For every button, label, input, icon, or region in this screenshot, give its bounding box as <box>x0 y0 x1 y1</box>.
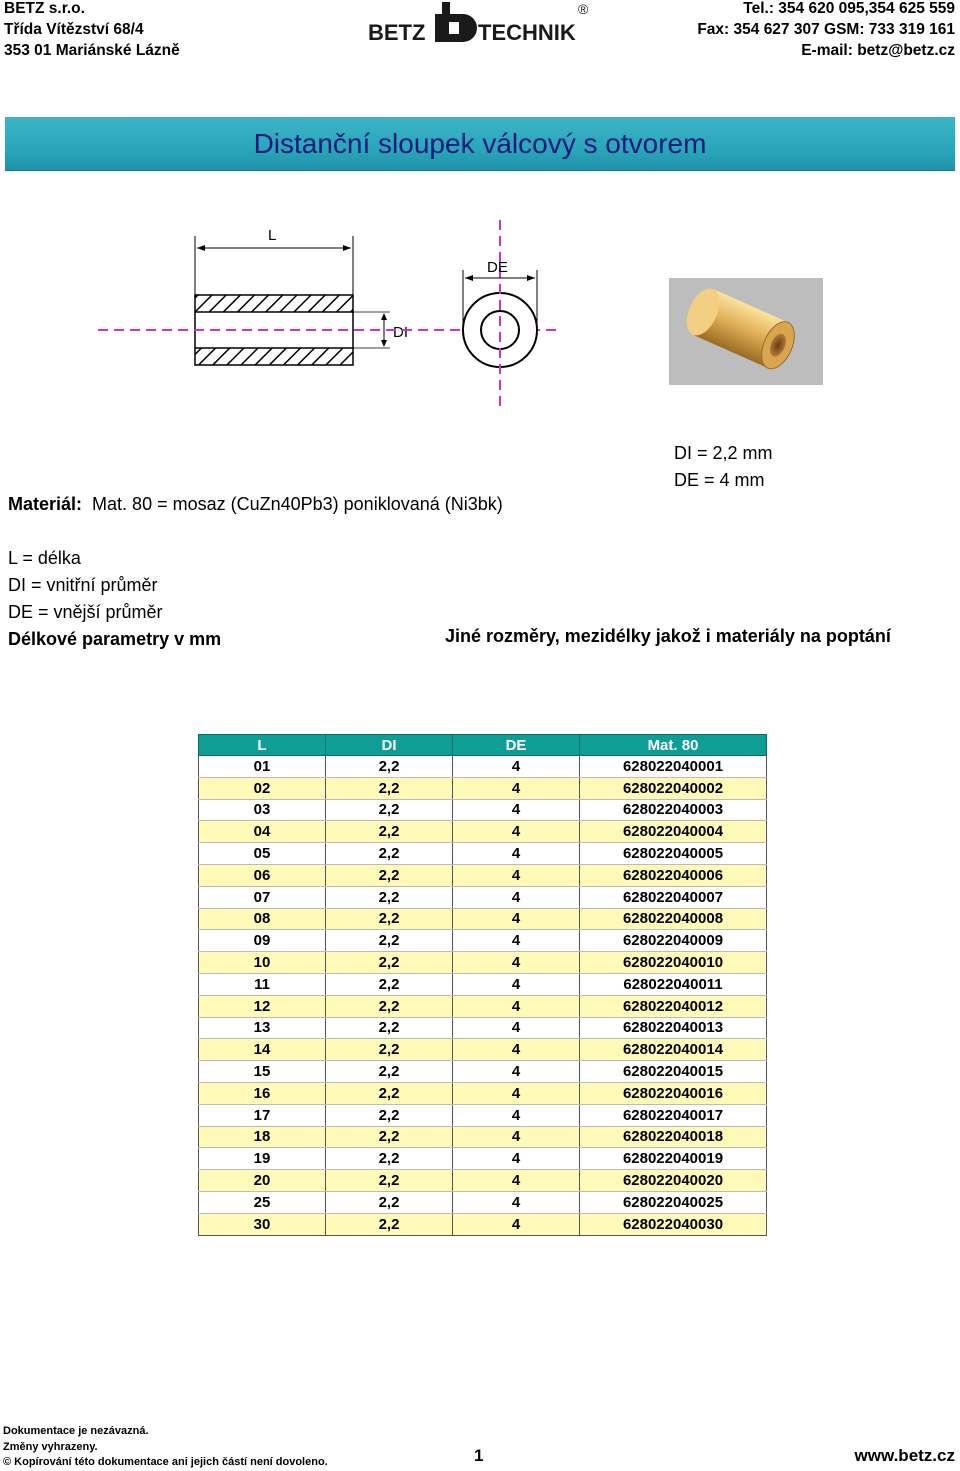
header-di: DI <box>326 735 453 756</box>
cell-mat80: 628022040009 <box>580 930 767 952</box>
cell-di: 2,2 <box>326 1148 453 1170</box>
cell-de: 4 <box>453 995 580 1017</box>
cell-di: 2,2 <box>326 1170 453 1192</box>
table-row <box>199 756 767 778</box>
cell-mat80: 628022040012 <box>580 995 767 1017</box>
cell-di: 2,2 <box>326 973 453 995</box>
cell-mat80: 628022040008 <box>580 908 767 930</box>
cell-de: 4 <box>453 1017 580 1039</box>
cell-di: 2,2 <box>326 1061 453 1083</box>
table-row <box>199 777 767 799</box>
legend-di: DI = vnitřní průměr <box>8 575 158 595</box>
table-row <box>199 821 767 843</box>
material-label: Materiál: <box>8 494 83 514</box>
footer-line1: Dokumentace je nezávazná. <box>3 1425 149 1437</box>
cell-mat80: 628022040016 <box>580 1082 767 1104</box>
cell-di: 2,2 <box>326 843 453 865</box>
material-value: Mat. 80 = mosaz (CuZn40Pb3) poniklovaná (Ni3bk) <box>92 494 503 514</box>
cell-de: 4 <box>453 1061 580 1083</box>
cell-de: 4 <box>453 799 580 821</box>
cell-mat80: 628022040005 <box>580 843 767 865</box>
betz-technik-logo <box>366 0 598 46</box>
cell-de: 4 <box>453 1148 580 1170</box>
header-mat80: Mat. 80 <box>580 735 767 756</box>
table-row <box>199 1126 767 1148</box>
cell-l: 12 <box>199 995 326 1017</box>
cell-l: 01 <box>199 756 326 778</box>
cell-l: 14 <box>199 1039 326 1061</box>
cell-mat80: 628022040014 <box>580 1039 767 1061</box>
company-contacts <box>697 0 955 61</box>
cell-di: 2,2 <box>326 799 453 821</box>
company-name: BETZ s.r.o. <box>4 0 85 17</box>
cell-de: 4 <box>453 777 580 799</box>
cell-de: 4 <box>453 1170 580 1192</box>
company-email: E-mail: betz@betz.cz <box>801 42 955 59</box>
availability-note: Jiné rozměry, mezidélky jakož i materiály na poptání <box>445 626 891 646</box>
cell-mat80: 628022040013 <box>580 1017 767 1039</box>
legend <box>8 545 221 653</box>
cell-mat80: 628022040001 <box>580 756 767 778</box>
table-row <box>199 930 767 952</box>
cell-de: 4 <box>453 930 580 952</box>
material-line <box>8 494 503 515</box>
cell-de: 4 <box>453 908 580 930</box>
header-l: L <box>199 735 326 756</box>
cell-l: 04 <box>199 821 326 843</box>
dim-di: DI = 2,2 mm <box>674 443 773 463</box>
parts-table <box>198 734 767 1236</box>
cell-mat80: 628022040019 <box>580 1148 767 1170</box>
cell-l: 10 <box>199 952 326 974</box>
cell-di: 2,2 <box>326 1082 453 1104</box>
cell-de: 4 <box>453 756 580 778</box>
side-view-bottom-wall <box>195 348 353 365</box>
table-row <box>199 1148 767 1170</box>
company-tel: Tel.: 354 620 095,354 625 559 <box>743 0 955 17</box>
label-DI: DI <box>393 324 408 341</box>
cell-de: 4 <box>453 843 580 865</box>
cell-di: 2,2 <box>326 777 453 799</box>
cell-di: 2,2 <box>326 1126 453 1148</box>
footer-disclaimer <box>3 1424 328 1471</box>
company-street: Třída Vítězství 68/4 <box>4 21 144 38</box>
cell-mat80: 628022040017 <box>580 1104 767 1126</box>
footer-line2: Změny vyhrazeny. <box>3 1440 98 1453</box>
cell-di: 2,2 <box>326 1039 453 1061</box>
table-row <box>199 1213 767 1235</box>
cell-di: 2,2 <box>326 930 453 952</box>
cell-mat80: 628022040002 <box>580 777 767 799</box>
table-row <box>199 886 767 908</box>
cell-di: 2,2 <box>326 908 453 930</box>
table-row <box>199 1170 767 1192</box>
cell-l: 20 <box>199 1170 326 1192</box>
cell-di: 2,2 <box>326 995 453 1017</box>
cell-de: 4 <box>453 886 580 908</box>
cell-mat80: 628022040007 <box>580 886 767 908</box>
cell-l: 13 <box>199 1017 326 1039</box>
product-photo <box>669 278 823 385</box>
logo-text-right: TECHNIK <box>478 20 576 45</box>
table-row <box>199 864 767 886</box>
table-header-row <box>199 735 767 756</box>
table-row <box>199 1191 767 1213</box>
cell-l: 02 <box>199 777 326 799</box>
legend-units: Délkové parametry v mm <box>8 629 222 649</box>
cell-de: 4 <box>453 1104 580 1126</box>
table-row <box>199 1104 767 1126</box>
cell-l: 25 <box>199 1191 326 1213</box>
cell-de: 4 <box>453 1126 580 1148</box>
footer-line3: © Kopírování této dokumentace ani jejich částí není dovoleno. <box>3 1456 328 1468</box>
table-row <box>199 952 767 974</box>
cell-di: 2,2 <box>326 1191 453 1213</box>
cell-l: 17 <box>199 1104 326 1126</box>
title-bar <box>5 117 955 171</box>
cell-l: 07 <box>199 886 326 908</box>
side-view-top-wall <box>195 295 353 312</box>
cell-di: 2,2 <box>326 756 453 778</box>
logo-text-left: BETZ <box>368 20 426 45</box>
table-row <box>199 1017 767 1039</box>
cell-mat80: 628022040006 <box>580 864 767 886</box>
cell-l: 08 <box>199 908 326 930</box>
cell-l: 18 <box>199 1126 326 1148</box>
cell-l: 05 <box>199 843 326 865</box>
website-link[interactable]: www.betz.cz <box>854 1446 955 1465</box>
table-row <box>199 1039 767 1061</box>
cell-de: 4 <box>453 973 580 995</box>
company-city: 353 01 Mariánské Lázně <box>4 42 180 59</box>
cell-mat80: 628022040011 <box>580 973 767 995</box>
table-row <box>199 908 767 930</box>
table-row <box>199 1082 767 1104</box>
cell-l: 03 <box>199 799 326 821</box>
cell-di: 2,2 <box>326 1104 453 1126</box>
dimensions-summary <box>674 440 773 494</box>
cell-l: 19 <box>199 1148 326 1170</box>
technical-drawing <box>90 218 570 414</box>
cell-l: 30 <box>199 1213 326 1235</box>
page-title: Distanční sloupek válcový s otvorem <box>253 127 707 159</box>
table-row <box>199 995 767 1017</box>
cell-l: 09 <box>199 930 326 952</box>
cell-l: 15 <box>199 1061 326 1083</box>
company-fax: Fax: 354 627 307 GSM: 733 319 161 <box>697 21 955 38</box>
page-number: 1 <box>474 1446 484 1465</box>
cell-de: 4 <box>453 1082 580 1104</box>
cell-di: 2,2 <box>326 864 453 886</box>
table-row <box>199 799 767 821</box>
table-row <box>199 843 767 865</box>
company-address <box>4 0 180 61</box>
cell-di: 2,2 <box>326 1213 453 1235</box>
dim-de: DE = 4 mm <box>674 470 765 490</box>
header-de: DE <box>453 735 580 756</box>
cell-mat80: 628022040004 <box>580 821 767 843</box>
cell-mat80: 628022040018 <box>580 1126 767 1148</box>
legend-de: DE = vnější průměr <box>8 602 163 622</box>
cell-di: 2,2 <box>326 886 453 908</box>
cell-mat80: 628022040025 <box>580 1191 767 1213</box>
cell-de: 4 <box>453 1213 580 1235</box>
cell-de: 4 <box>453 864 580 886</box>
cell-mat80: 628022040030 <box>580 1213 767 1235</box>
cell-l: 06 <box>199 864 326 886</box>
cell-de: 4 <box>453 821 580 843</box>
cell-di: 2,2 <box>326 1017 453 1039</box>
cell-l: 11 <box>199 973 326 995</box>
cell-mat80: 628022040020 <box>580 1170 767 1192</box>
cell-mat80: 628022040015 <box>580 1061 767 1083</box>
legend-l: L = délka <box>8 548 81 568</box>
cell-l: 16 <box>199 1082 326 1104</box>
label-L: L <box>268 227 277 244</box>
cell-de: 4 <box>453 1191 580 1213</box>
table-row <box>199 1061 767 1083</box>
cell-di: 2,2 <box>326 952 453 974</box>
cell-di: 2,2 <box>326 821 453 843</box>
cell-mat80: 628022040010 <box>580 952 767 974</box>
label-DE: DE <box>487 259 508 276</box>
registered-mark: ® <box>578 1 589 17</box>
cell-de: 4 <box>453 952 580 974</box>
cell-mat80: 628022040003 <box>580 799 767 821</box>
cell-de: 4 <box>453 1039 580 1061</box>
table-row <box>199 973 767 995</box>
